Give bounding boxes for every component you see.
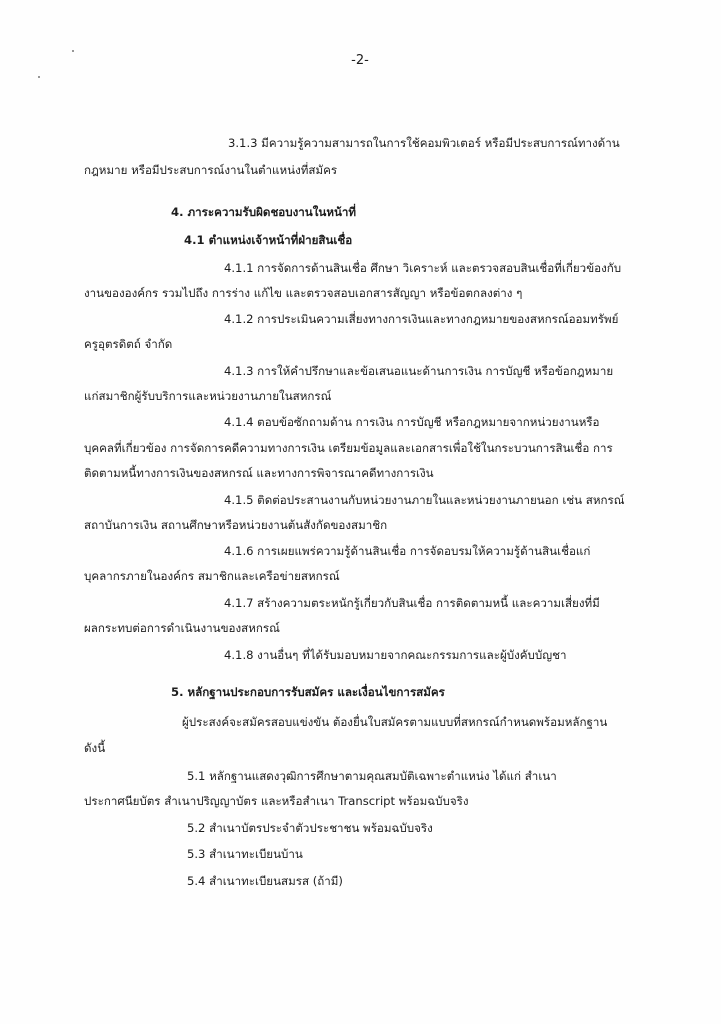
text-line: 4.1.7 สร้างความตระหนักรู้เกี่ยวกับสินเชื่อ การติดตามหนี้ และความเสี่ยงที่มี xyxy=(224,596,600,610)
section-heading: 5. หลักฐานประกอบการรับสมัคร และเงื่อนไขการสมัคร xyxy=(171,685,445,699)
text-line: งานขององค์กร รวมไปถึง การร่าง แก้ไข และตรวจสอบเอกสารสัญญา หรือข้อตกลงต่าง ๆ xyxy=(84,286,523,300)
text-line: 4.1.6 การเผยแพร่ความรู้ด้านสินเชื่อ การจัดอบรมให้ความรู้ด้านสินเชื่อแก่ xyxy=(224,544,591,558)
text-line: 4.1.2 การประเมินความเสี่ยงทางการเงินและทางกฎหมายของสหกรณ์ออมทรัพย์ xyxy=(224,312,619,326)
list-item: 5.2 สำเนาบัตรประจำตัวประชาชน พร้อมฉบับจริง xyxy=(187,821,433,835)
list-item: 5.3 สำเนาทะเบียนบ้าน xyxy=(187,847,303,861)
text-line: สถาบันการเงิน สถานศึกษาหรือหน่วยงานต้นสังกัดของสมาชิก xyxy=(84,518,388,532)
text-line: ประกาศนียบัตร สำเนาปริญญาบัตร และหรือสำเนา Transcript พร้อมฉบับจริง xyxy=(84,794,469,808)
scan-speck xyxy=(72,50,74,52)
text-line: ครูอุตรดิตถ์ จำกัด xyxy=(84,337,173,351)
text-line: 4.1.5 ติดต่อประสานงานกับหน่วยงานภายในและหน่วยงานภายนอก เช่น สหกรณ์ xyxy=(224,493,625,507)
section-heading: 4. ภาระความรับผิดชอบงานในหน้าที่ xyxy=(171,205,357,219)
text-line: กฎหมาย หรือมีประสบการณ์งานในตำแหน่งที่สมัคร xyxy=(84,163,338,177)
text-line: 4.1.8 งานอื่นๆ ที่ได้รับมอบหมายจากคณะกรรมการและผู้บังคับบัญชา xyxy=(224,648,567,662)
text-line: 4.1.1 การจัดการด้านสินเชื่อ ศึกษา วิเคราะห์ และตรวจสอบสินเชื่อที่เกี่ยวข้องกับ xyxy=(224,261,622,275)
text-line: บุคคลที่เกี่ยวข้อง การจัดการคดีความทางการเงิน เตรียมข้อมูลและเอกสารเพื่อใช้ในกระบวนการสินเชื่อ การ xyxy=(84,441,613,455)
text-line: 4.1.4 ตอบข้อซักถามด้าน การเงิน การบัญชี หรือกฎหมายจากหน่วยงานหรือ xyxy=(224,415,600,429)
text-line: ดังนี้ xyxy=(84,741,106,755)
text-line: บุคลากรภายในองค์กร สมาชิกและเครือข่ายสหกรณ์ xyxy=(84,569,340,583)
text-line: ติดตามหนี้ทางการเงินของสหกรณ์ และทางการพิจารณาคดีทางการเงิน xyxy=(84,466,434,480)
text-line: ผู้ประสงค์จะสมัครสอบแข่งขัน ต้องยื่นใบสมัครตามแบบที่สหกรณ์กำหนดพร้อมหลักฐาน xyxy=(182,715,608,729)
scan-speck xyxy=(38,76,40,78)
text-line: 3.1.3 มีความรู้ความสามารถในการใช้คอมพิวเตอร์ หรือมีประสบการณ์ทางด้าน xyxy=(228,136,620,150)
text-line: ผลกระทบต่อการดำเนินงานของสหกรณ์ xyxy=(84,621,280,635)
text-line: แก่สมาชิกผู้รับบริการและหน่วยงานภายในสหกรณ์ xyxy=(84,389,332,403)
text-line: 5.1 หลักฐานแสดงวุฒิการศึกษาตามคุณสมบัติเฉพาะตำแหน่ง ได้แก่ สำเนา xyxy=(187,769,557,783)
text-line: 4.1.3 การให้คำปรึกษาและข้อเสนอแนะด้านการเงิน การบัญชี หรือข้อกฎหมาย xyxy=(224,364,614,378)
list-item: 5.4 สำเนาทะเบียนสมรส (ถ้ามี) xyxy=(187,874,343,888)
subsection-heading: 4.1 ตำแหน่งเจ้าหน้าที่ฝ่ายสินเชื่อ xyxy=(184,233,353,247)
page-number: -2- xyxy=(351,53,369,68)
